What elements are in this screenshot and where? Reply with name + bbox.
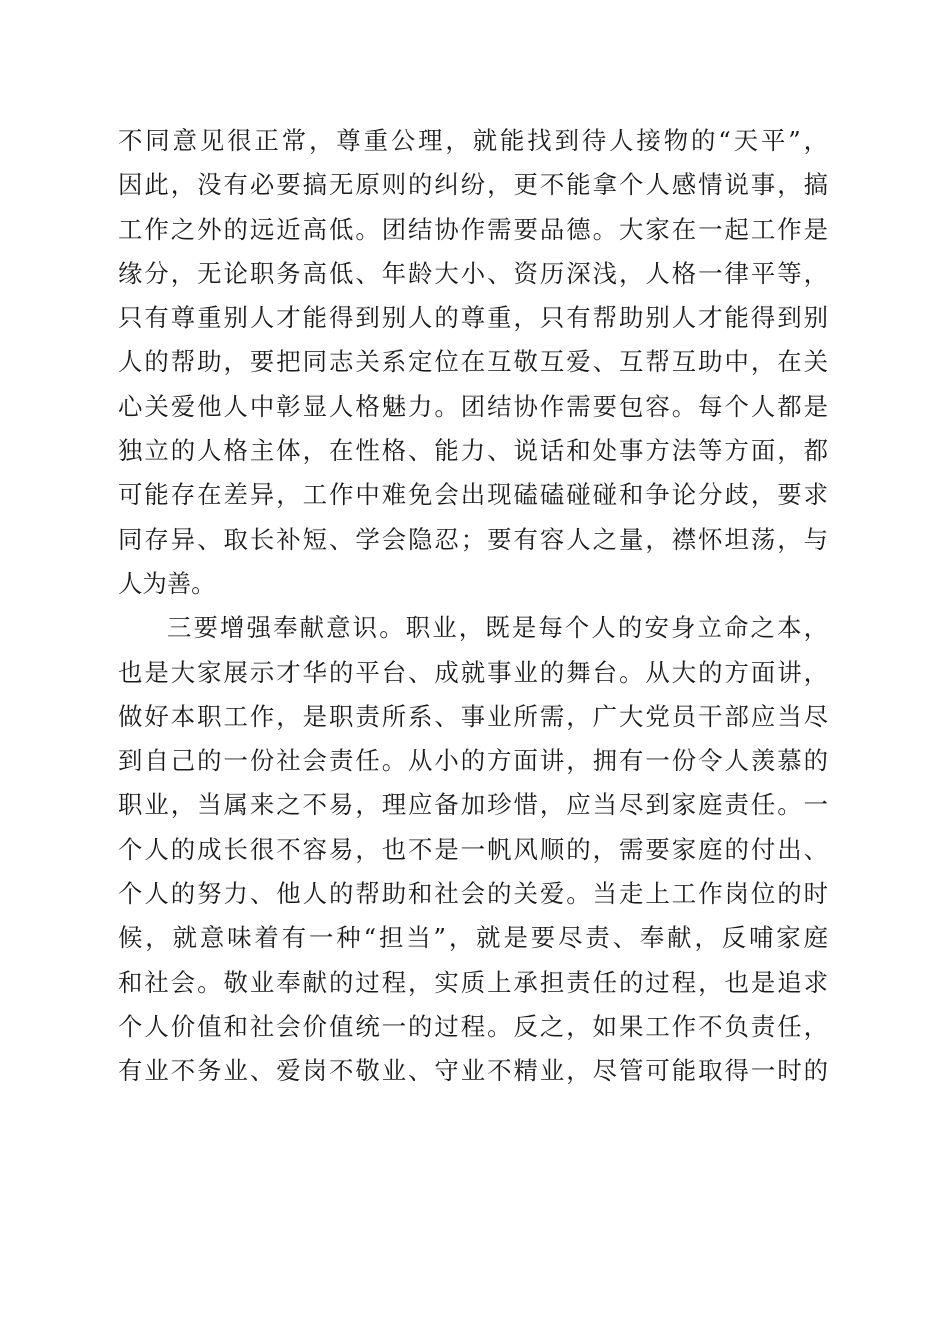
- text-line: 心关爱他人中彰显人格魅力。团结协作需要包容。每个人都是: [118, 391, 828, 421]
- text-line: 到自己的一份社会责任。从小的方面讲，拥有一份令人羡慕的: [118, 746, 828, 776]
- text-line: 缘分，无论职务高低、年龄大小、资历深浅，人格一律平等，: [118, 258, 828, 288]
- text-line: 不同意见很正常，尊重公理，就能找到待人接物的“天平”，: [118, 126, 828, 155]
- text-line: 个人价值和社会价值统一的过程。反之，如果工作不负责任，: [118, 1011, 828, 1041]
- text-line: 可能存在差异，工作中难免会出现磕磕碰碰和争论分歧，要求: [118, 480, 828, 510]
- text-line: 独立的人格主体，在性格、能力、说话和处事方法等方面，都: [118, 436, 828, 466]
- text-line: 个人的努力、他人的帮助和社会的关爱。当走上工作岗位的时: [118, 879, 828, 909]
- body-text: [118, 119, 828, 1094]
- text-line: 同存异、取长补短、学会隐忍；要有容人之量，襟怀坦荡，与: [118, 524, 828, 554]
- text-line: 和社会。敬业奉献的过程，实质上承担责任的过程，也是追求: [118, 967, 828, 997]
- text-line: 三要增强奉献意识。职业，既是每个人的安身立命之本，: [167, 613, 828, 643]
- text-line: 有业不务业、爱岗不敬业、守业不精业，尽管可能取得一时的: [118, 1056, 828, 1086]
- text-line: 职业，当属来之不易，理应备加珍惜，应当尽到家庭责任。一: [118, 790, 828, 820]
- paragraph-1: [118, 119, 828, 606]
- text-line: 只有尊重别人才能得到别人的尊重，只有帮助别人才能得到别: [118, 303, 828, 333]
- text-line: 人的帮助，要把同志关系定位在互敬互爱、互帮互助中，在关: [118, 347, 828, 377]
- text-line: 候，就意味着有一种“担当”，就是要尽责、奉献，反哺家庭: [118, 923, 828, 953]
- text-line: 人为善。: [118, 568, 216, 598]
- text-line: 也是大家展示才华的平台、成就事业的舞台。从大的方面讲，: [118, 657, 828, 687]
- paragraph-2: [118, 606, 828, 1093]
- text-line: 工作之外的远近高低。团结协作需要品德。大家在一起工作是: [118, 214, 828, 244]
- text-line: 个人的成长很不容易，也不是一帆风顺的，需要家庭的付出、: [118, 834, 828, 864]
- text-line: 因此，没有必要搞无原则的纠纷，更不能拿个人感情说事，搞: [118, 170, 828, 200]
- text-line: 做好本职工作，是职责所系、事业所需，广大党员干部应当尽: [118, 701, 828, 731]
